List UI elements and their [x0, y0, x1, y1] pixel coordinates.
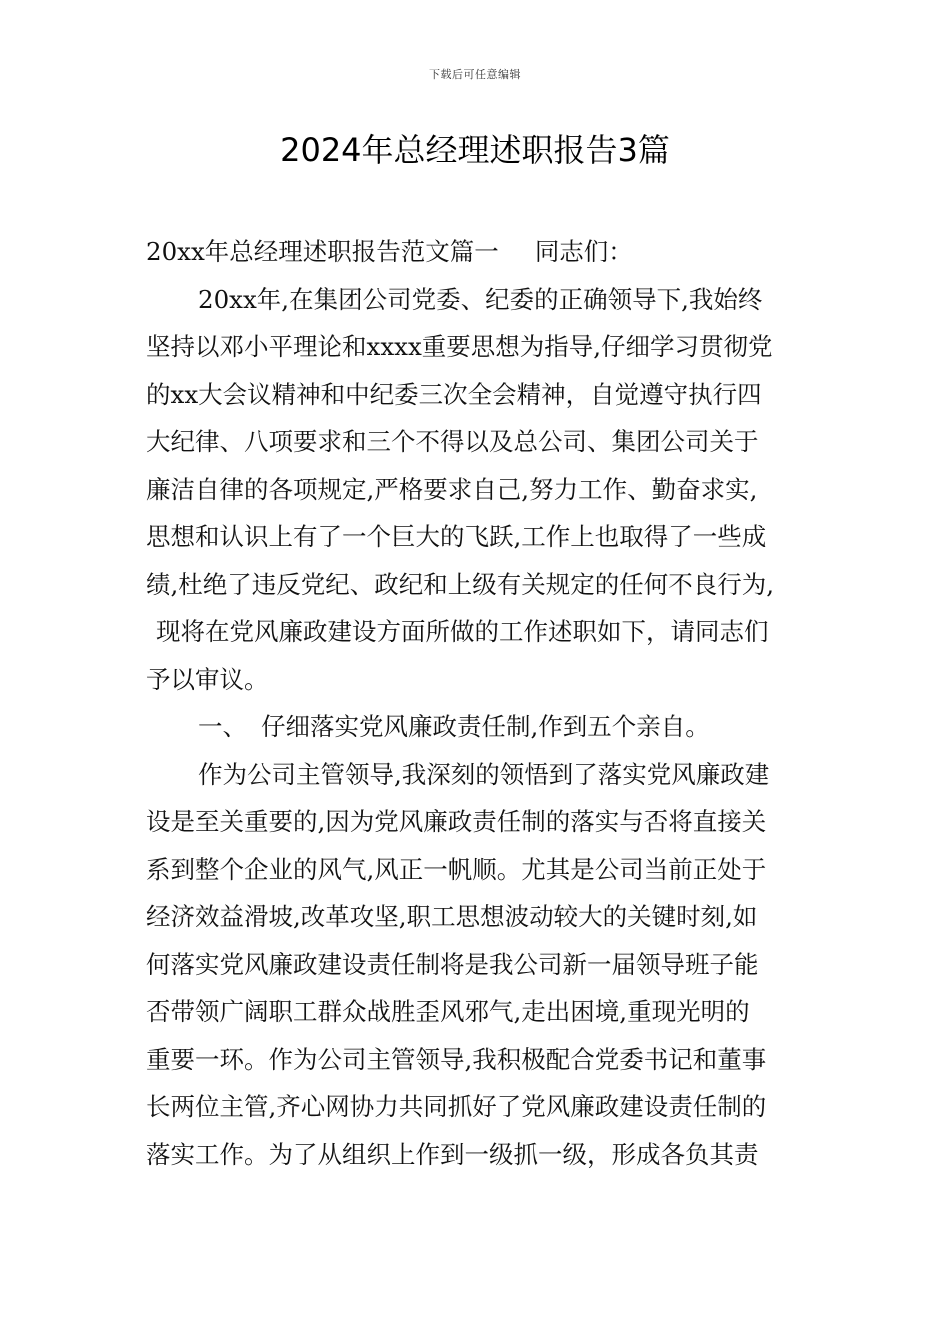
document-title: 2024年总经理述职报告3篇: [280, 131, 670, 169]
document-body: [146, 228, 810, 1178]
paragraph-line: 大纪律、八项要求和三个不得以及总公司、集团公司关于: [146, 427, 759, 456]
paragraph-line: 现将在党风廉政建设方面所做的工作述职如下，请同志们: [156, 617, 769, 646]
section-heading: [146, 703, 810, 751]
paragraph-line: 的xx大会议精神和中纪委三次全会精神，自觉遵守执行四: [146, 379, 762, 409]
paragraph-line: 系到整个企业的风气,风正一帆顺。尤其是公司当前正处于: [146, 854, 767, 884]
paragraph-line: 经济效益滑坡,改革攻坚,职工思想波动较大的关键时刻,如: [146, 902, 758, 931]
paragraph-line: 否带领广阔职工群众战胜歪风邪气,走出困境,重现光明的: [146, 997, 750, 1026]
paragraph-line: 何落实党风廉政建设责任制将是我公司新一届领导班子能: [146, 949, 759, 979]
intro-heading: 20xx年总经理述职报告范文篇一: [146, 237, 499, 266]
paragraph-line: 落实工作。为了从组织上作到一级抓一级，形成各负其责: [146, 1139, 759, 1169]
intro-line: [146, 228, 810, 276]
paragraph-line: 设是至关重要的,因为党风廉政责任制的落实与否将直接关: [146, 807, 767, 836]
paragraph-line: 重要一环。作为公司主管领导,我积极配合党委书记和董事: [146, 1044, 767, 1074]
section-text: 仔细落实党风廉政责任制,作到五个亲自。: [261, 712, 710, 741]
paragraph-line: 廉洁自律的各项规定,严格要求自己,努力工作、勤奋求实,: [146, 474, 758, 504]
paragraph-line: 20xx年,在集团公司党委、纪委的正确领导下,我始终: [198, 284, 763, 314]
paragraph-line: 坚持以邓小平理论和xxxx重要思想为指导,仔细学习贯彻党: [146, 332, 773, 361]
paragraph-line: 作为公司主管领导,我深刻的领悟到了落实党风廉政建: [198, 759, 770, 789]
header-note: 下载后可任意编辑: [429, 68, 521, 81]
paragraph-line: 绩,杜绝了违反党纪、政纪和上级有关规定的任何不良行为,: [146, 569, 775, 599]
paragraph-line: 思想和认识上有了一个巨大的飞跃,工作上也取得了一些成: [146, 522, 767, 551]
paragraph-line: 予以审议。: [146, 664, 269, 694]
section-number: 一、: [198, 712, 247, 741]
salutation: 同志们：: [534, 237, 633, 266]
paragraph-line: 长两位主管,齐心网协力共同抓好了党风廉政建设责任制的: [146, 1092, 767, 1121]
